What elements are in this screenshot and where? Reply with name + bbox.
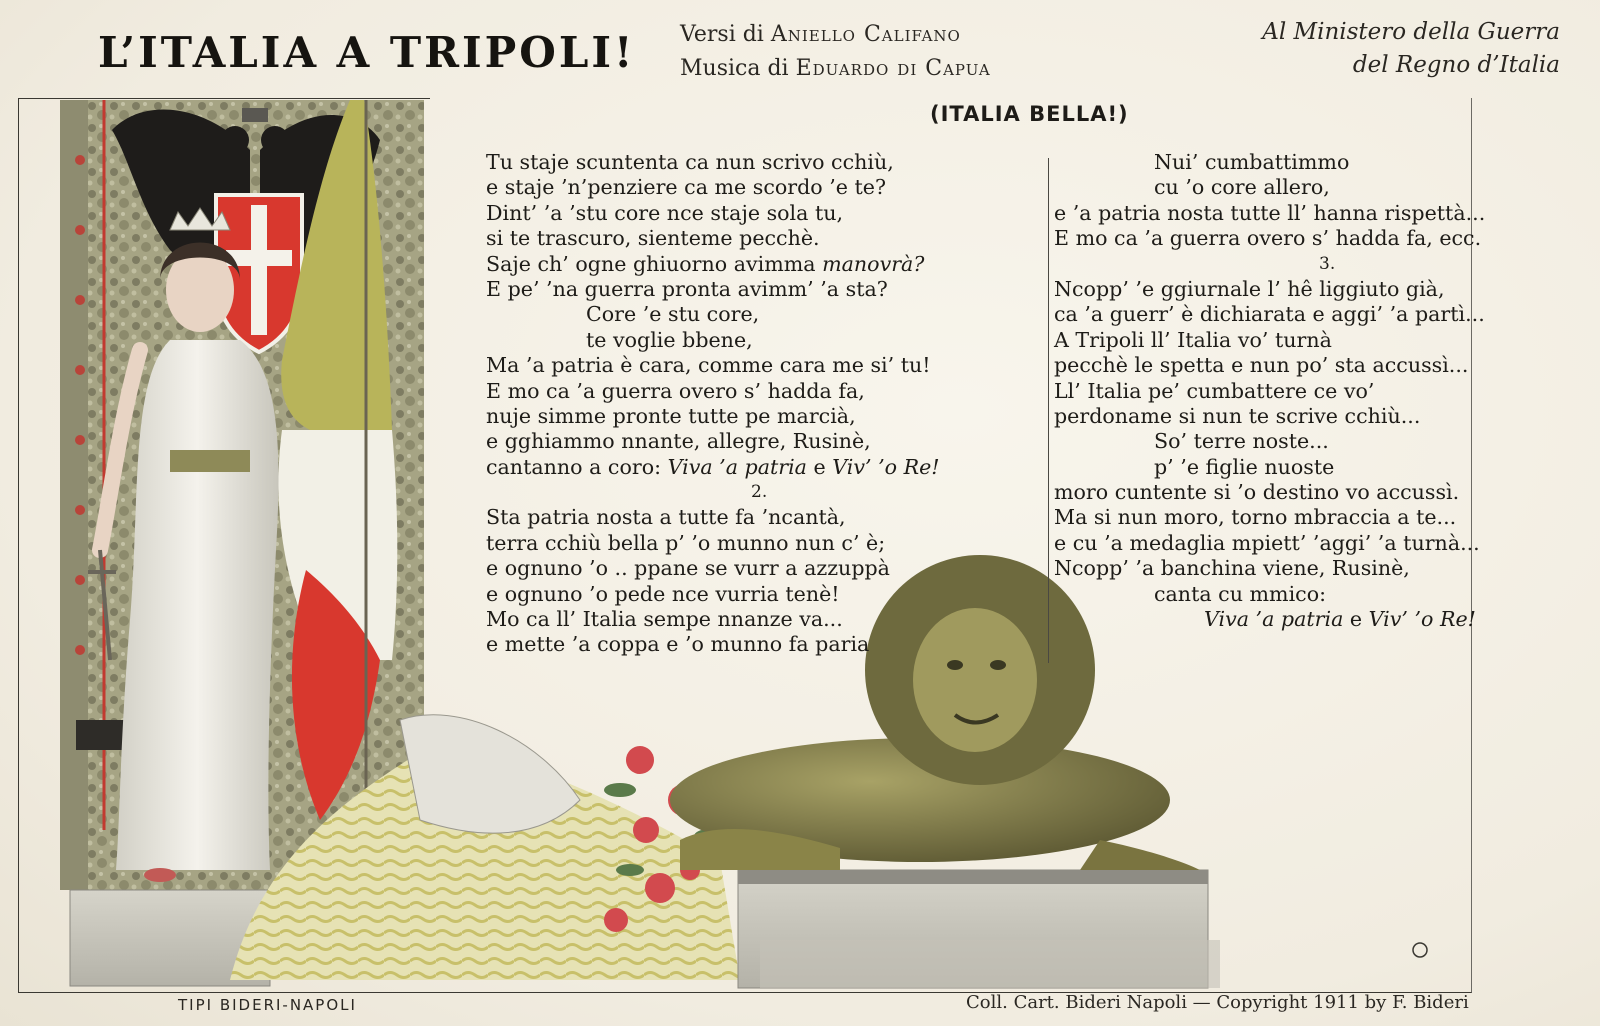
lyric-line: E mo ca ’a guerra overo s’ hadda fa, <box>486 378 865 403</box>
lyric-line: cu ’o core allero, <box>1154 175 1330 200</box>
lyric-line: ca ’a guerr’ è dichiarata e aggi’ ’a partì... <box>1054 302 1485 327</box>
lyric-line: e ’a patria nosta tutte ll’ hanna rispettà... <box>1054 200 1486 225</box>
lyric-line: e mette ’a coppa e ’o munno fa paria <box>486 632 870 657</box>
lyric-line: cantanno a coro: Viva ’a patria e Viv’ ’o Re! <box>486 454 940 479</box>
lyric-line: Mo ca ll’ Italia sempe nnanze va... <box>486 607 843 632</box>
artist-monogram <box>1413 943 1427 957</box>
lyric-line: Core ’e stu core, <box>586 302 760 327</box>
lyric-line: e ognuno ’o pede nce vurria tenè! <box>486 581 840 606</box>
music-prefix: Musica di <box>680 56 789 81</box>
lyric-line: Sta patria nosta a tutte fa ’ncantà, <box>486 505 846 530</box>
lyric-line: e gghiammo nnante, allegre, Rusinè, <box>486 429 871 454</box>
lyric-line: E pe’ ’na guerra pronta avimm’ ’a sta? <box>486 276 888 301</box>
credits <box>680 18 991 86</box>
lyric-line: e ognuno ’o .. ppane se vurr a azzuppà <box>486 556 890 581</box>
lyric-line: perdoname si nun te scrive cchiù... <box>1054 403 1421 428</box>
lyric-line: Ma si nun moro, torno mbraccia a te... <box>1054 505 1457 530</box>
lyric-line: te voglie bbene, <box>586 327 753 352</box>
column-divider <box>1048 158 1049 663</box>
lyric-line: Ma ’a patria è cara, comme cara me si’ tu! <box>486 353 931 378</box>
lion-pedestal <box>738 870 1220 988</box>
lyric-line: pecchè le spetta e nun po’ sta accussì... <box>1054 353 1469 378</box>
lyric-line: Tu staje scuntenta ca nun scrivo cchiù, <box>486 150 894 174</box>
lyrics-left-column <box>486 150 940 658</box>
lyric-line: So’ terre noste... <box>1154 429 1329 454</box>
dedication-line-1: Al Ministero della Guerra <box>1262 19 1560 45</box>
dedication-line-2: del Regno d’Italia <box>1352 52 1560 78</box>
lyrics-right-column <box>1054 150 1485 632</box>
page-title: L’ITALIA A TRIPOLI! <box>98 28 636 77</box>
lyric-line: e cu ’a medaglia mpiett’ ’aggi’ ’a turnà... <box>1054 530 1480 555</box>
lyric-line: Viva ’a patria e Viv’ ’o Re! <box>1204 607 1476 632</box>
lyric-line: Dint’ ’a ’stu core nce staje sola tu, <box>486 200 844 225</box>
lyric-line: p’ ’e figlie nuoste <box>1154 454 1335 479</box>
lyric-line: Ncopp’ ’e ggiurnale l’ hê liggiuto già, <box>1054 276 1445 301</box>
dedication <box>1262 16 1560 82</box>
song-subtitle: (ITALIA BELLA!) <box>930 102 1129 126</box>
lyric-line: canta cu mmico: <box>1154 581 1327 606</box>
lyric-line: moro cuntente si ’o destino vo accussì. <box>1054 480 1460 505</box>
lyric-line: nuje simme pronte tutte pe marcià, <box>486 403 856 428</box>
music-author: Eduardo di Capua <box>795 56 991 81</box>
lyric-line: Saje ch’ ogne ghiuorno avimma manovrà? <box>486 251 925 276</box>
verses-credit <box>680 18 991 52</box>
frame-top-edge <box>18 98 430 99</box>
lyric-line: Nui’ cumbattimmo <box>1154 150 1350 174</box>
lyric-line: Ll’ Italia pe’ cumbattere ce vo’ <box>1054 378 1375 403</box>
stanza-number: 3. <box>1319 253 1336 274</box>
copyright-notice: Coll. Cart. Bideri Napoli — Copyright 1911 by F. Bideri <box>966 992 1469 1013</box>
verses-author: Aniello Califano <box>770 22 961 47</box>
printer-credit: TIPI BIDERI-NAPOLI <box>178 996 357 1014</box>
stanza-number: 2. <box>751 482 768 503</box>
lyric-line: e staje ’n’penziere ca me scordo ’e te? <box>486 175 887 200</box>
verses-prefix: Versi di <box>680 22 764 47</box>
lyric-line: Ncopp’ ’a banchina viene, Rusinè, <box>1054 556 1410 581</box>
lyric-line: si te trascuro, sienteme pecchè. <box>486 226 820 251</box>
lyric-line: A Tripoli ll’ Italia vo’ turnà <box>1054 327 1332 352</box>
lyric-line: terra cchiù bella p’ ’o munno nun c’ è; <box>486 530 886 555</box>
music-credit <box>680 52 991 86</box>
lyric-line: E mo ca ’a guerra overo s’ hadda fa, ecc. <box>1054 226 1482 251</box>
